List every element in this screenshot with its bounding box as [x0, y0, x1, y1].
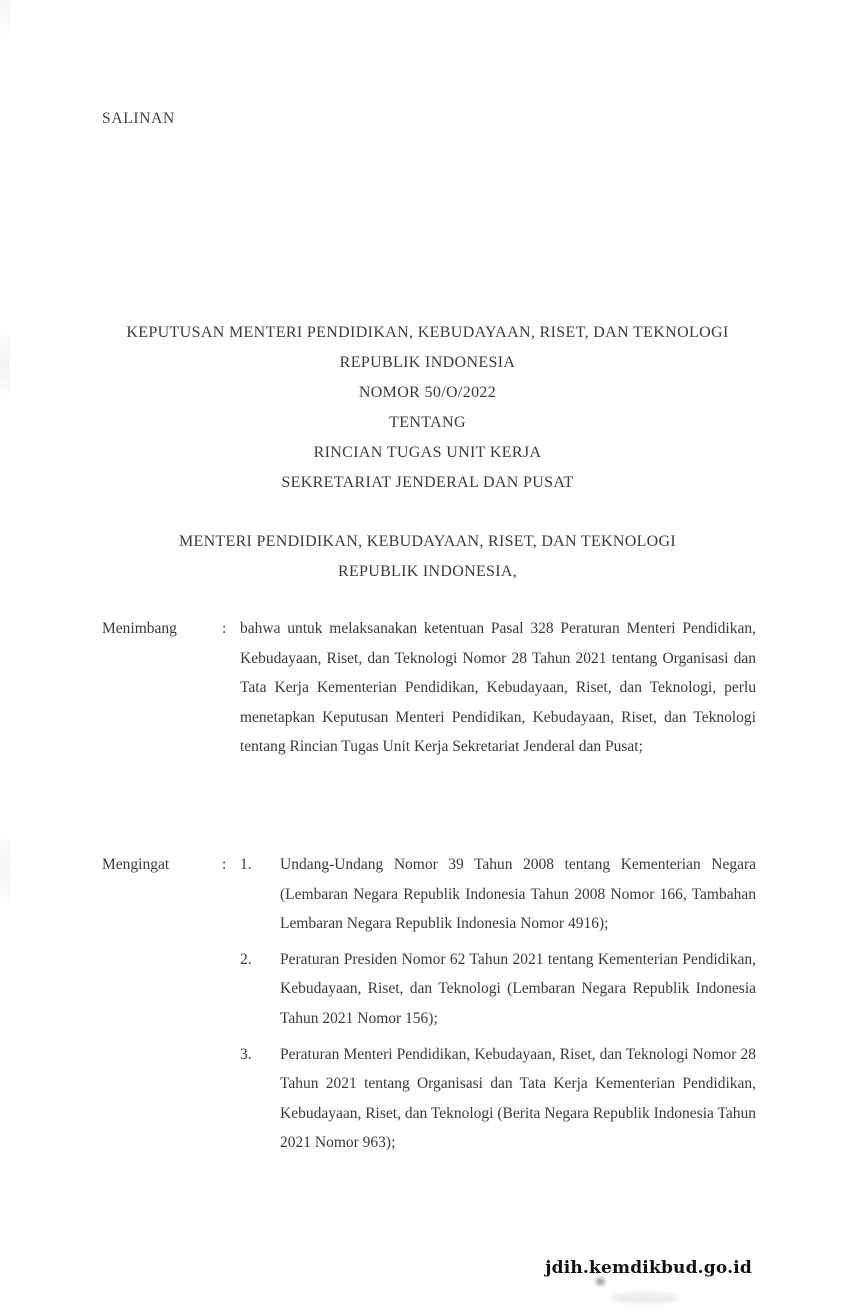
menimbang-paragraph: bahwa untuk melaksanakan ketentuan Pasal 328 Peraturan Menteri Pendidikan, Kebudayaan, Riset, dan Teknologi Nomor 28 Tahun 2021 tentang Organisasi dan Tata Kerja Kementerian Pendidikan, Kebudayaan, Riset, dan Teknologi, perlu menetapkan Keputusan Menteri Pendidikan, Kebudayaan, Riset, dan Teknologi tentang Rincian Tugas Unit Kerja Sekretariat Jenderal dan Pusat;: [240, 620, 756, 756]
list-item: [240, 945, 756, 1034]
menimbang-label: Menimbang: [102, 620, 177, 637]
menimbang-colon: :: [222, 620, 227, 637]
scan-smudge-artifact: [610, 1292, 680, 1304]
mengingat-label: Mengingat: [102, 856, 170, 873]
list-item-text: Peraturan Menteri Pendidikan, Kebudayaan, Riset, dan Teknologi Nomor 28 Tahun 2021 tentang Organisasi dan Tata Kerja Kementerian Pendidikan, Kebudayaan, Riset, dan Teknologi (Berita Negara Republik Indonesia Tahun 2021 Nomor 963);: [280, 1045, 756, 1152]
jdih-watermark: jdih.kemdikbud.go.id: [545, 1258, 752, 1278]
title-line-unit: SEKRETARIAT JENDERAL DAN PUSAT: [281, 474, 574, 491]
list-item: [240, 850, 756, 939]
title-line-number: NOMOR 50/O/2022: [358, 384, 497, 401]
list-item-text: Undang-Undang Nomor 39 Tahun 2008 tentang Kementerian Negara (Lembaran Negara Republik Indonesia Tahun 2008 Nomor 166, Tambahan Lembaran Negara Republik Indonesia Nomor 4916);: [280, 856, 756, 933]
list-item: [240, 1040, 756, 1158]
list-item-number: 2.: [240, 950, 252, 968]
legal-basis-list: [240, 850, 756, 1158]
scan-speck-artifact: [596, 1278, 605, 1285]
title-line-about: TENTANG: [389, 414, 466, 431]
list-item-number: 3.: [240, 1045, 252, 1063]
document-title-block: [95, 318, 760, 498]
title-line-subject: RINCIAN TUGAS UNIT KERJA: [313, 444, 542, 461]
list-item-text: Peraturan Presiden Nomor 62 Tahun 2021 tentang Kementerian Pendidikan, Kebudayaan, Riset, dan Teknologi (Lembaran Negara Republik Indonesia Tahun 2021 Nomor 156);: [280, 950, 756, 1027]
scan-edge-artifact: [0, 0, 10, 1312]
mengingat-body: [240, 850, 756, 1158]
mengingat-clause: [102, 850, 756, 1158]
issuing-authority-block: [95, 527, 760, 587]
title-line-decree: KEPUTUSAN MENTERI PENDIDIKAN, KEBUDAYAAN, RISET, DAN TEKNOLOGI: [126, 324, 729, 341]
authority-line-minister: MENTERI PENDIDIKAN, KEBUDAYAAN, RISET, DAN TEKNOLOGI: [178, 533, 677, 550]
copy-marker: SALINAN: [102, 110, 175, 127]
list-item-number: 1.: [240, 856, 252, 873]
menimbang-clause: [102, 614, 756, 762]
menimbang-body: [240, 614, 756, 762]
title-line-republic: REPUBLIK INDONESIA: [339, 354, 516, 371]
mengingat-colon: :: [222, 856, 227, 873]
authority-line-republic: REPUBLIK INDONESIA,: [337, 563, 518, 580]
